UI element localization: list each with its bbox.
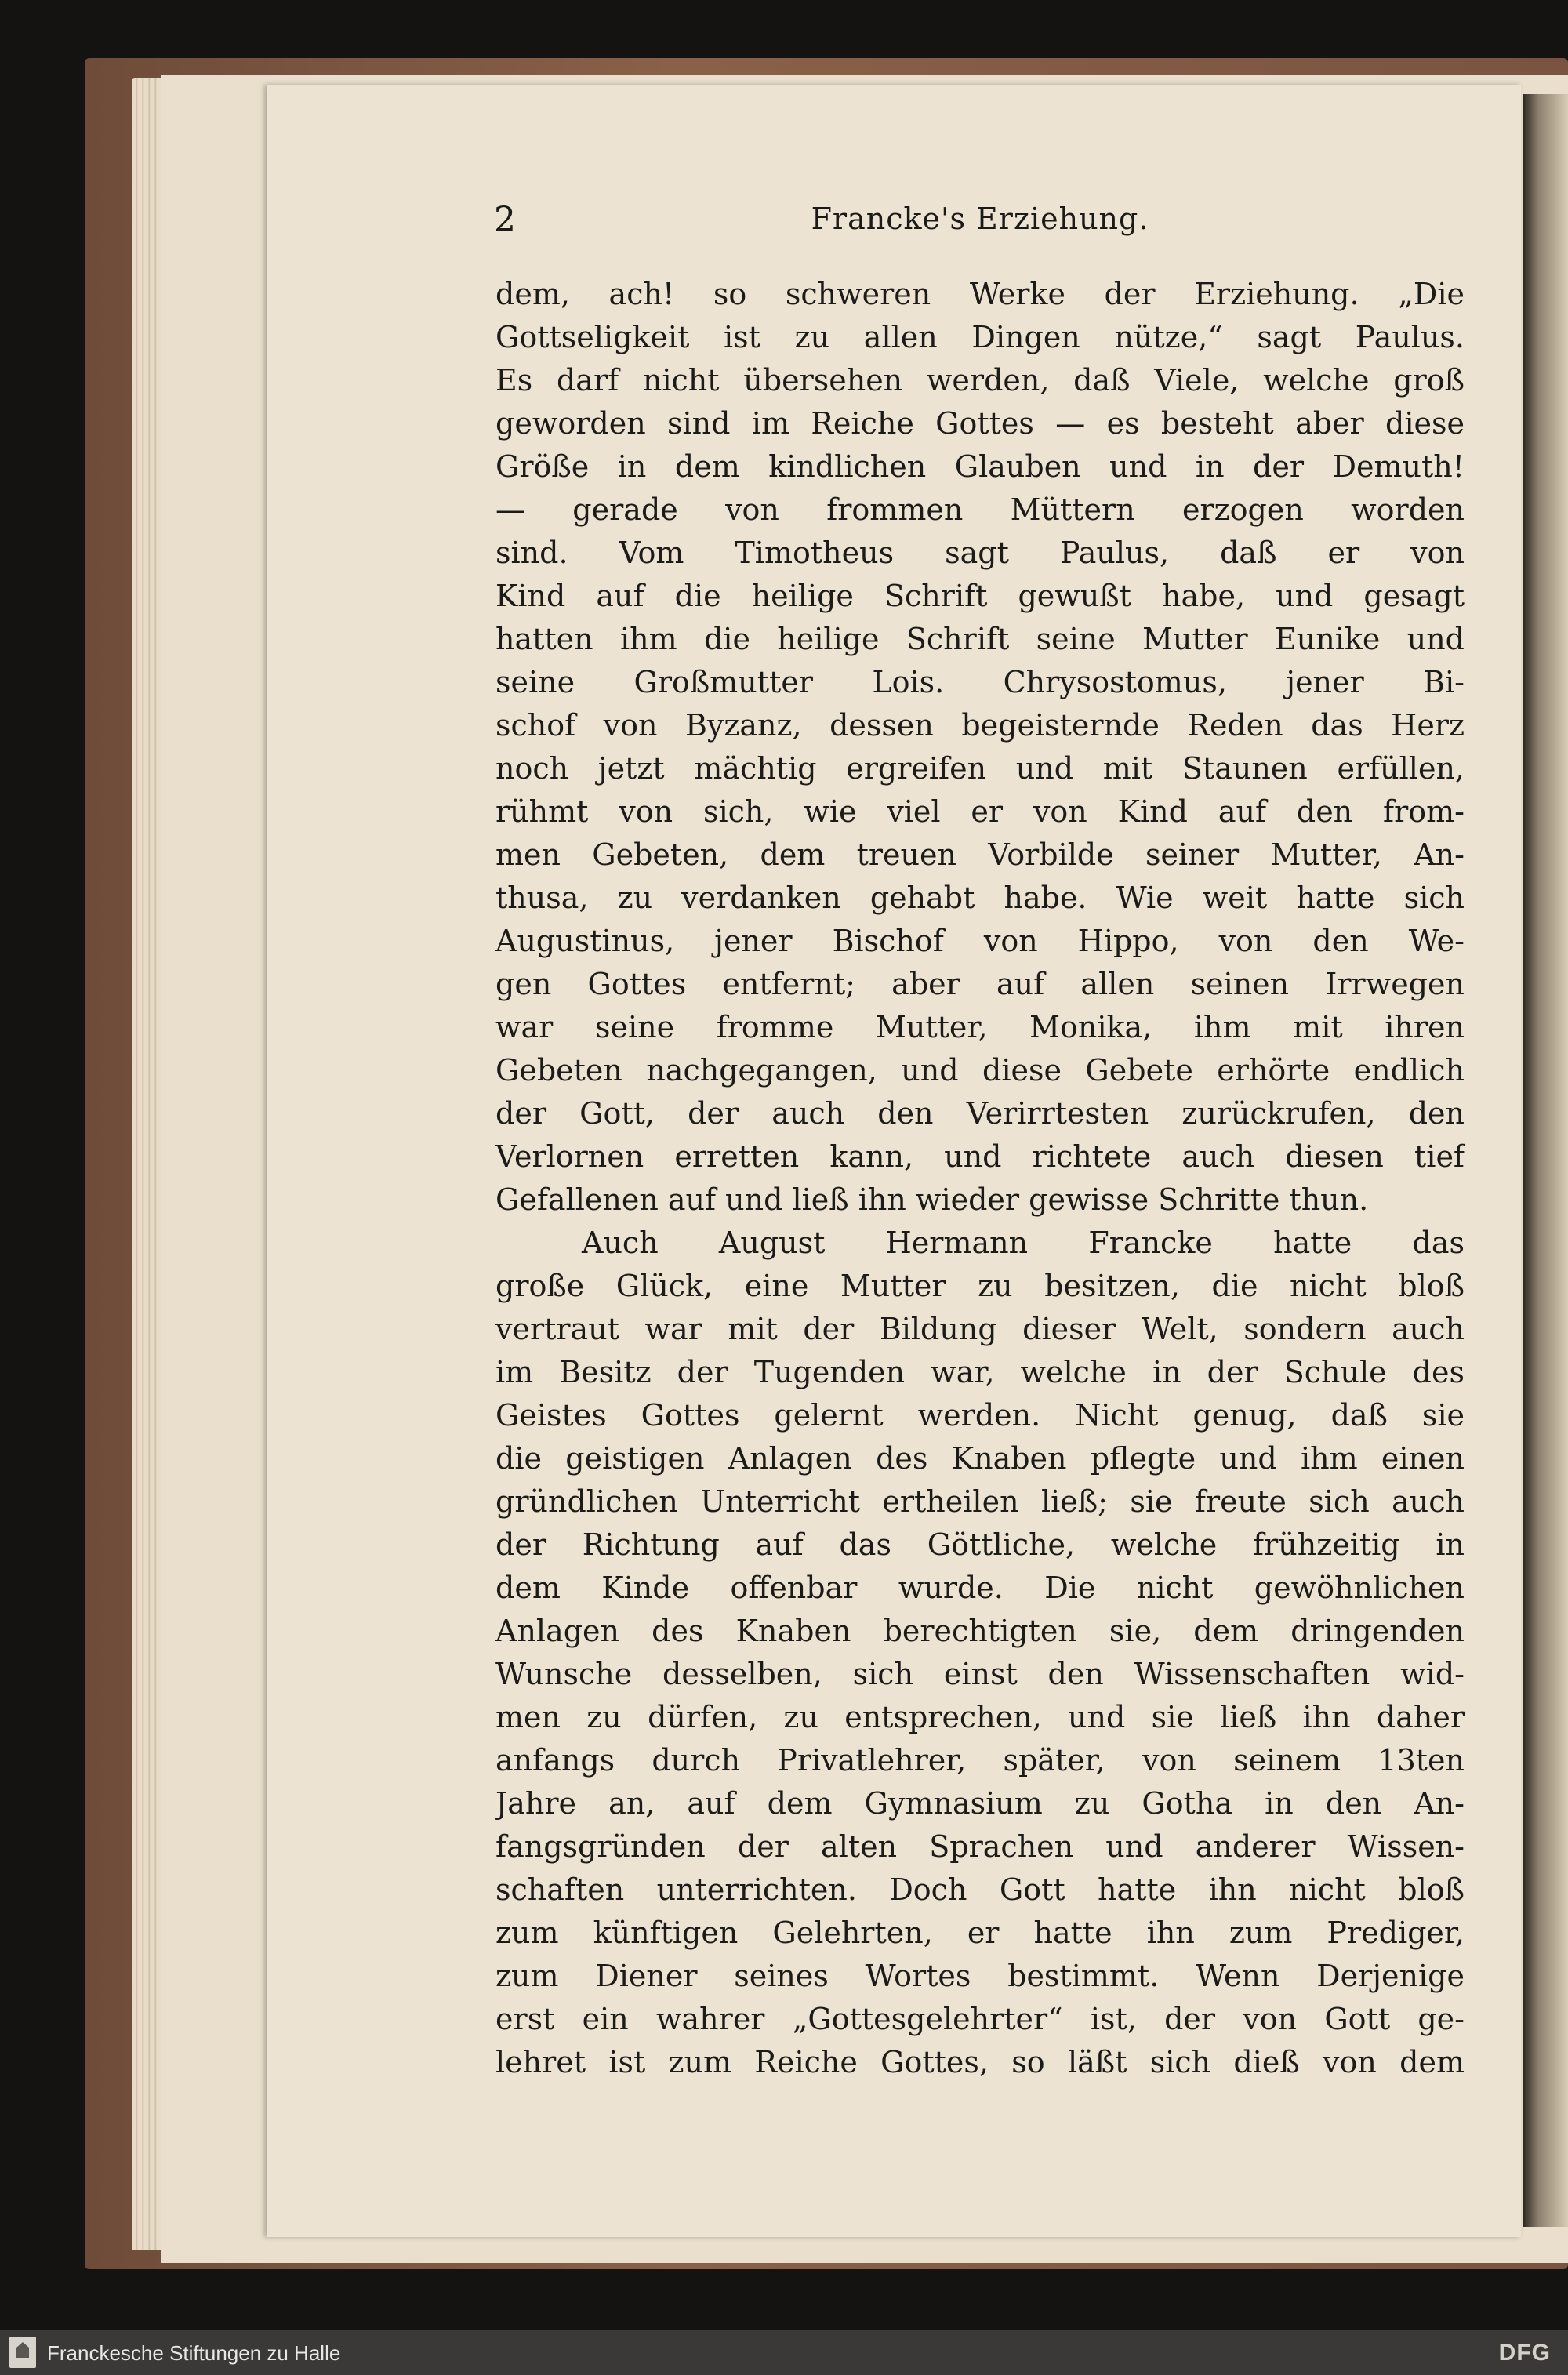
text-line: sind. Vom Timotheus sagt Paulus, daß er von	[495, 536, 1465, 570]
text-line: erst ein wahrer „Gottesgelehrter“ ist, der von Gott ge-	[495, 2002, 1465, 2036]
running-title: Francke's Erziehung.	[811, 202, 1149, 236]
text-line: — gerade von frommen Müttern erzogen worden	[495, 492, 1465, 527]
text-line: Wunsche desselben, sich einst den Wissenschaften wid-	[495, 1657, 1465, 1691]
text-line: zum Diener seines Wortes bestimmt. Wenn Derjenige	[495, 1959, 1465, 1993]
text-line: seine Großmutter Lois. Chrysostomus, jener Bi-	[495, 665, 1465, 699]
institution-name: Franckesche Stiftungen zu Halle	[47, 2341, 341, 2365]
text-line: fangsgründen der alten Sprachen und anderer Wissen-	[495, 1829, 1465, 1864]
text-line: anfangs durch Privatlehrer, später, von seinem 13ten	[495, 1743, 1465, 1778]
text-line: schof von Byzanz, dessen begeisternde Reden das Herz	[495, 708, 1465, 743]
body-text	[495, 273, 1465, 2084]
text-line: Gottseligkeit ist zu allen Dingen nütze,“ sagt Paulus.	[495, 320, 1465, 354]
text-line: Jahre an, auf dem Gymnasium zu Gotha in den An-	[495, 1786, 1465, 1821]
paragraph-start-line: Auch August Hermann Francke hatte das	[582, 1226, 1465, 1260]
text-line: thusa, zu verdanken gehabt habe. Wie weit hatte sich	[495, 881, 1465, 915]
text-line: im Besitz der Tugenden war, welche in der Schule des	[495, 1355, 1465, 1389]
text-line: dem Kinde offenbar wurde. Die nicht gewöhnlichen	[495, 1571, 1465, 1605]
text-line: war seine fromme Mutter, Monika, ihm mit ihren	[495, 1010, 1465, 1044]
page-number: 2	[494, 200, 516, 240]
text-line: Es darf nicht übersehen werden, daß Viele, welche groß	[495, 363, 1465, 398]
text-line: der Gott, der auch den Verirrtesten zurückrufen, den	[495, 1096, 1465, 1131]
text-line: dem, ach! so schweren Werke der Erziehung. „Die	[495, 277, 1465, 311]
text-line: zum künftigen Gelehrten, er hatte ihn zum Prediger,	[495, 1916, 1465, 1950]
text-line: gen Gottes entfernt; aber auf allen seinen Irrwegen	[495, 967, 1465, 1001]
text-line: Geistes Gottes gelernt werden. Nicht genug, daß sie	[495, 1398, 1465, 1433]
text-line: Gebeten nachgegangen, und diese Gebete erhörte endlich	[495, 1053, 1465, 1088]
text-line: Anlagen des Knaben berechtigten sie, dem dringenden	[495, 1614, 1465, 1648]
viewer-footer-bar	[0, 2330, 1568, 2375]
text-line: schaften unterrichten. Doch Gott hatte ihn nicht bloß	[495, 1872, 1465, 1907]
page-header	[494, 200, 1466, 255]
text-line: hatten ihm die heilige Schrift seine Mutter Eunike und	[495, 622, 1465, 656]
text-line: vertraut war mit der Bildung dieser Welt, sondern auch	[495, 1312, 1465, 1346]
text-line: Augustinus, jener Bischof von Hippo, von den We-	[495, 924, 1465, 958]
text-line: men zu dürfen, zu entsprechen, und sie ließ ihn daher	[495, 1700, 1465, 1734]
text-line: rühmt von sich, wie viel er von Kind auf den from-	[495, 794, 1465, 829]
text-line: Kind auf die heilige Schrift gewußt habe, und gesagt	[495, 579, 1465, 613]
text-line: große Glück, eine Mutter zu besitzen, die nicht bloß	[495, 1269, 1465, 1303]
facing-page-edge	[1523, 94, 1568, 2227]
text-line: gründlichen Unterricht ertheilen ließ; sie freute sich auch	[495, 1484, 1465, 1519]
text-line: lehret ist zum Reiche Gottes, so läßt sich dieß von dem	[495, 2045, 1465, 2079]
paragraph-end-line: Gefallenen auf und ließ ihn wieder gewisse Schritte thun.	[495, 1182, 1369, 1217]
text-line: die geistigen Anlagen des Knaben pflegte und ihm einen	[495, 1441, 1465, 1476]
dfg-logo: DFG	[1498, 2340, 1551, 2366]
text-line: noch jetzt mächtig ergreifen und mit Staunen erfüllen,	[495, 751, 1465, 786]
text-line: Verlornen erretten kann, und richtete auch diesen tief	[495, 1139, 1465, 1174]
text-line: men Gebeten, dem treuen Vorbilde seiner Mutter, An-	[495, 837, 1465, 872]
institution-logo-icon	[9, 2337, 36, 2368]
text-line: Größe in dem kindlichen Glauben und in der Demuth!	[495, 449, 1465, 484]
text-line: geworden sind im Reiche Gottes — es besteht aber diese	[495, 406, 1465, 441]
text-line: der Richtung auf das Göttliche, welche frühzeitig in	[495, 1527, 1465, 1562]
